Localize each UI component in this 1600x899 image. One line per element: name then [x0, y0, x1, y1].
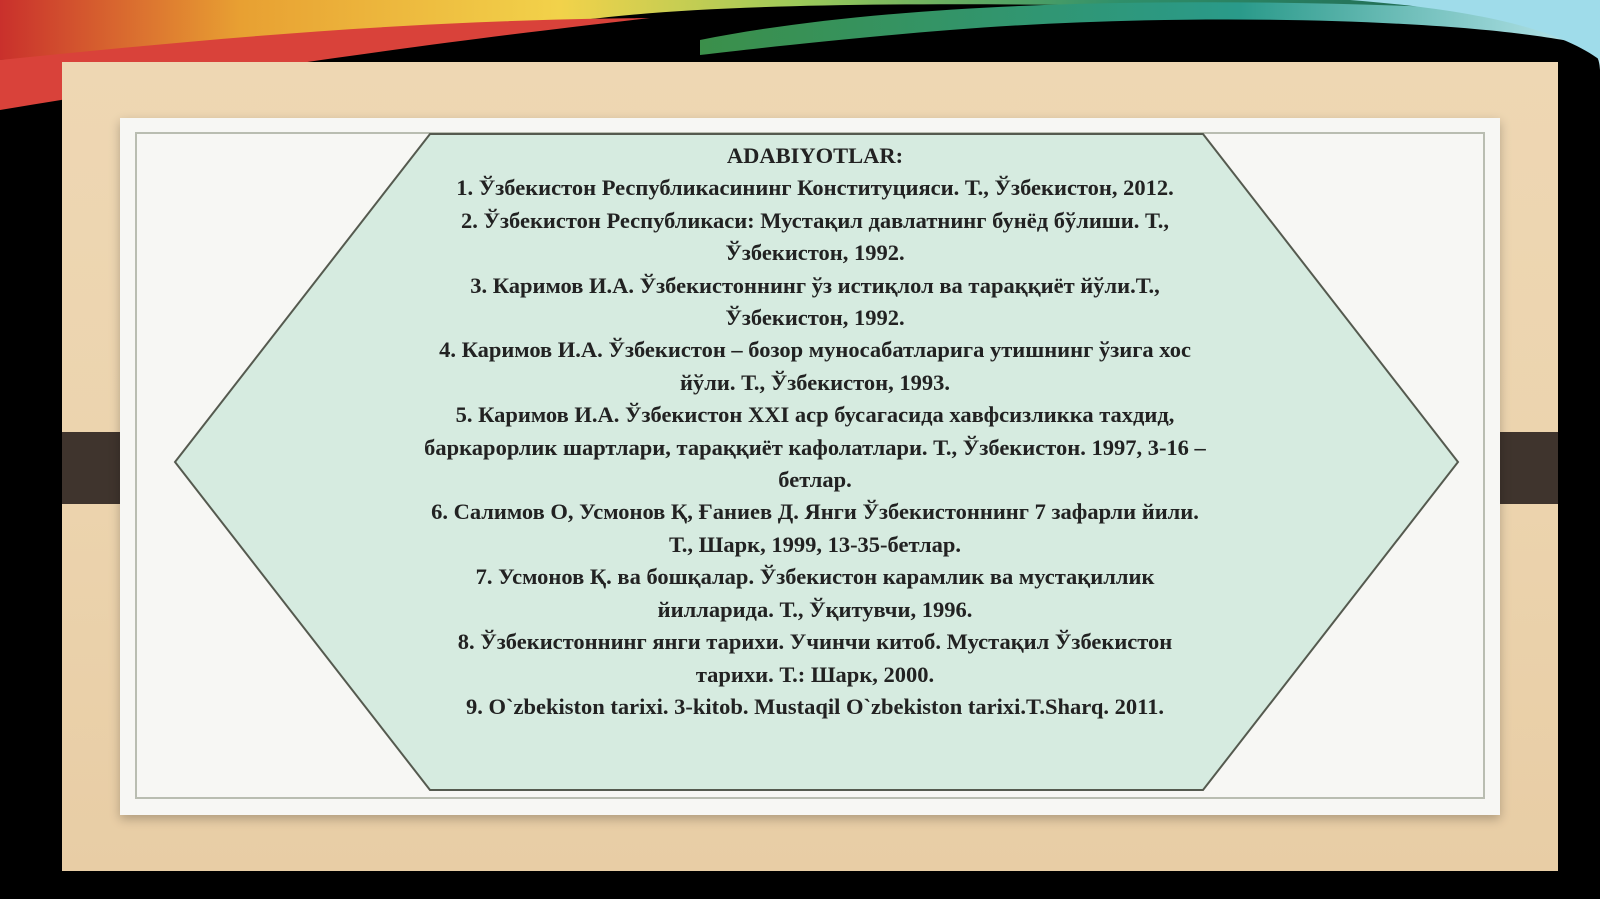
reference-item-5: 5. Каримов И.А. Ўзбекистон XXI аср бусагасида хавфсизликка тахдид, баркарорлик шартлари, тараққиёт кафолатлари. Т., Ўзбекистон. 1997, 3-16 – бетлар. — [424, 402, 1206, 493]
reference-item-4: 4. Каримов И.А. Ўзбекистон – бозор муносабатларига утишнинг ўзига хос йўли. Т., Ўзбекистон, 1993. — [439, 337, 1191, 395]
reference-item-2: 2. Ўзбекистон Республикаси: Мустақил давлатнинг бунёд бўлиши. Т., Ўзбекистон, 1992. — [460, 207, 1170, 266]
reference-item-7: 7. Усмонов Қ. ва бошқалар. Ўзбекистон карамлик ва мустақиллик йилларида. Т., Ўқитувчи, 1996. — [475, 564, 1155, 622]
reference-item-6: 6. Салимов О, Усмонов Қ, Ғаниев Д. Янги Ўзбекистоннинг 7 зафарли йили. Т., Шарк, 1999, 13-35-бетлар. — [431, 499, 1199, 557]
reference-item-1: 1. Ўзбекистон Республикасининг Конституцияси. Т., Ўзбекистон, 2012. — [456, 175, 1174, 201]
reference-item-3: 3. Каримов И.А. Ўзбекистоннинг ўз истиқлол ва тараққиёт йўли.Т., Ўзбекистон, 1992. — [470, 272, 1160, 331]
references-heading: ADABIYOTLAR: — [726, 143, 904, 168]
reference-item-8: 8. Ўзбекистоннинг янги тарихи. Учинчи китоб. Мустақил Ўзбекистон тарихи. Т.: Шарк, 2000. — [457, 629, 1173, 687]
reference-item-9: 9. O`zbekiston tarixi. 3-kitob. Mustaqil O`zbekiston tarixi.T.Sharq. 2011. — [466, 693, 1164, 719]
references-block — [420, 140, 1210, 723]
